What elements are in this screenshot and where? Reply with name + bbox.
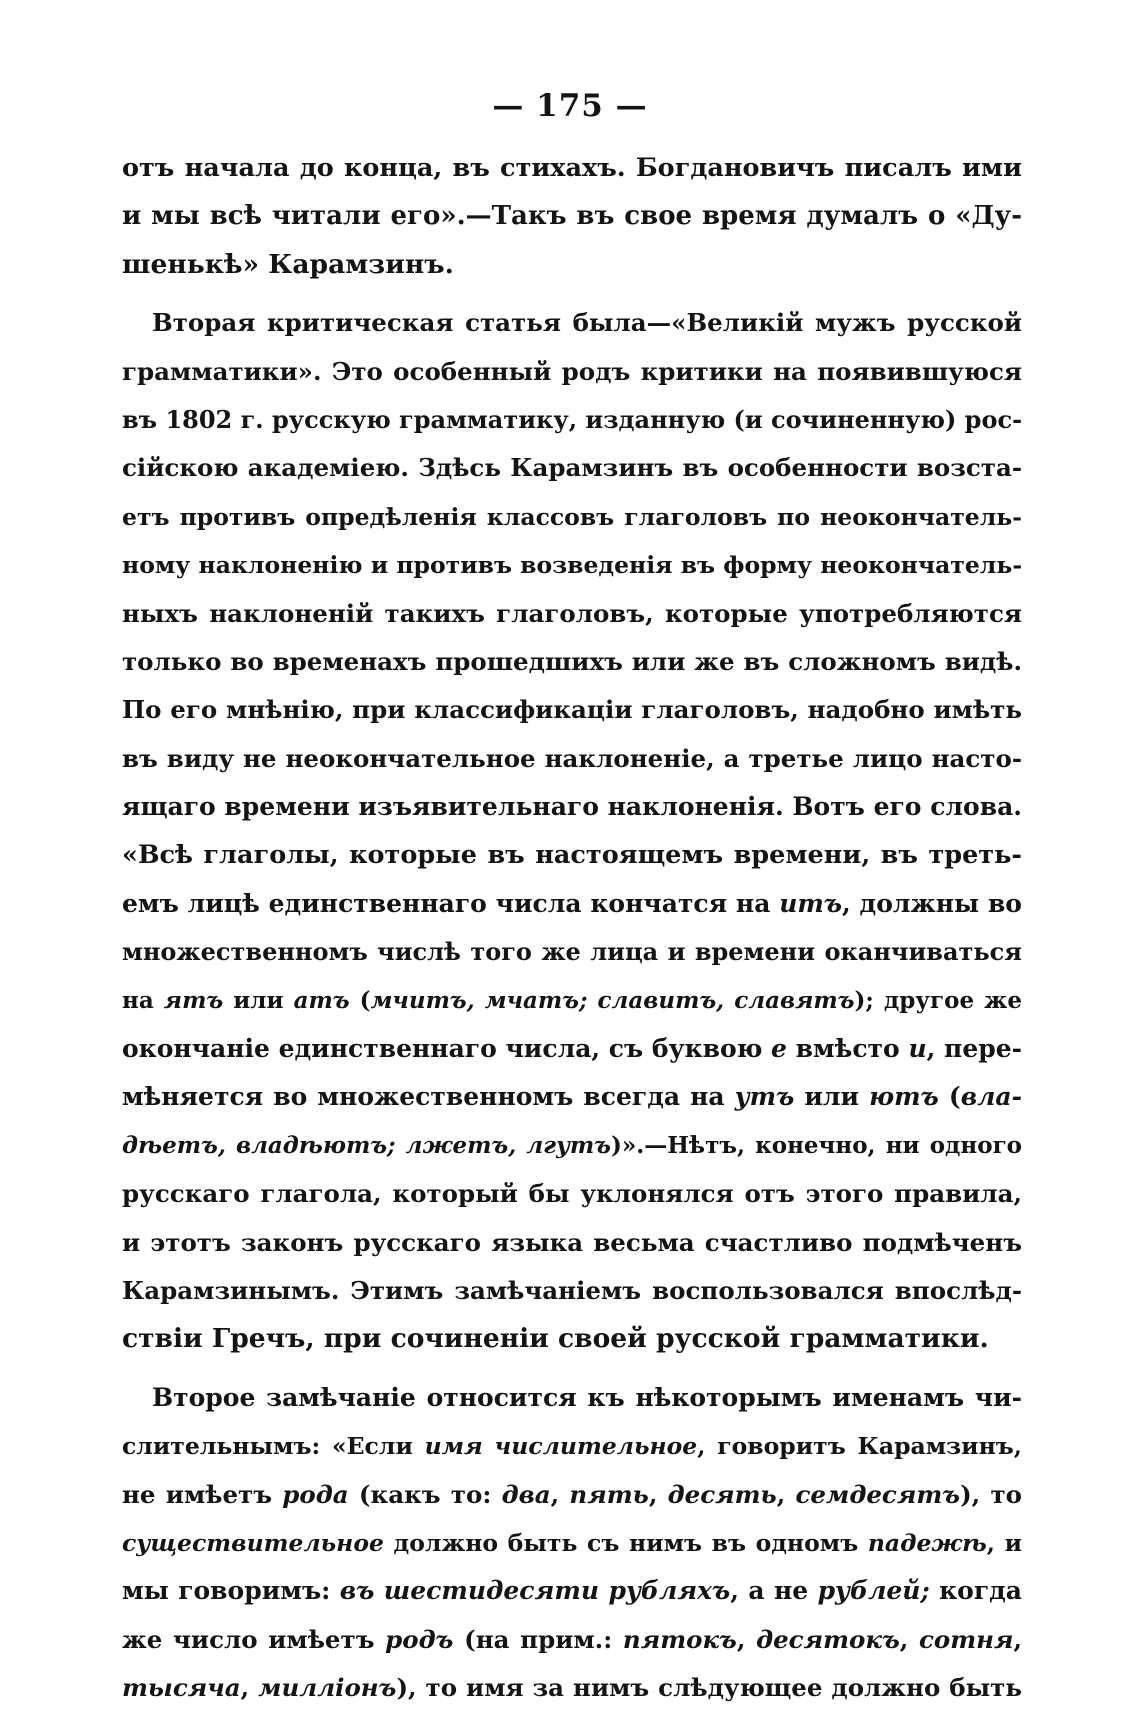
- text-line: дѣетъ, владѣютъ; лжетъ, лгутъ)».—Нѣтъ, конечно, ни одного: [122, 1131, 1022, 1159]
- text-line: грамматики». Это особенный родъ критики на появившуюся: [122, 356, 1022, 386]
- text-line: въ 1802 г. русскую грамматику, изданную (и сочиненную) рос-: [122, 404, 1022, 434]
- text-line: только во временахъ прошедшихъ или же въ сложномъ видѣ.: [122, 646, 1022, 676]
- text-line: тысяча, милліонъ), то имя за нимъ слѣдующее должно быть: [122, 1673, 1022, 1703]
- text-line: не имѣетъ рода (какъ то: два, пять, десять, семдесятъ), то: [122, 1479, 1022, 1509]
- text-line: существительное должно быть съ нимъ въ одномъ падежѣ, и: [122, 1528, 1022, 1557]
- text-line: етъ противъ опредѣленія классовъ глаголовъ по неокончатель-: [122, 502, 1022, 531]
- text-line: мы говоримъ: въ шестидесяти рубляхъ, а не рублей; когда: [122, 1576, 1022, 1606]
- text-line: русскаго глагола, который бы уклонялся отъ этого правила,: [122, 1179, 1022, 1209]
- text-line: множественномъ числѣ того же лица и времени оканчиваться: [122, 937, 1022, 967]
- text-line: Карамзинымъ. Этимъ замѣчаніемъ воспользовался впослѣд-: [122, 1275, 1022, 1305]
- text-line: мѣняется во множественномъ всегда на утъ или ютъ (вла-: [122, 1082, 1022, 1112]
- page-number: — 175 —: [492, 88, 648, 124]
- text-line: «Всѣ глаголы, которые въ настоящемъ времени, въ треть-: [122, 840, 1022, 871]
- text-line: же число имѣетъ родъ (на прим.: пятокъ, десятокъ, сотня,: [122, 1624, 1022, 1654]
- text-line: шенькѣ» Карамзинъ.: [122, 248, 454, 280]
- text-line: окончаніе единственнаго числа, съ буквою е вмѣсто и, пере-: [122, 1034, 1022, 1064]
- body-text: [122, 144, 1022, 1713]
- text-line: Второе замѣчаніе относится къ нѣкоторымъ именамъ чи-: [152, 1382, 1022, 1412]
- text-line: ному наклоненію и противъ возведенія въ форму неокончатель-: [122, 551, 1022, 580]
- text-line: ствіи Гречъ, при сочиненіи своей русской грамматики.: [122, 1323, 989, 1355]
- text-line: въ виду не неокончательное наклоненіе, а третье лицо насто-: [122, 743, 1022, 773]
- text-line: слительнымъ: «Если имя числительное, говоритъ Карамзинъ,: [122, 1432, 1022, 1461]
- text-line: отъ начала до конца, въ стихахъ. Богдановичъ писалъ ими: [122, 153, 1022, 183]
- paragraph-gap: [122, 289, 1022, 299]
- text-line: емъ лицѣ единственнаго числа кончатся на итъ, должны во: [122, 888, 1022, 918]
- text-line: и мы всѣ читали его».—Такъ въ свое время думалъ о «Ду-: [122, 201, 1022, 232]
- text-line: ящаго времени изъявительнаго наклоненія. Вотъ его слова.: [122, 792, 1022, 822]
- text-line: Вторая критическая статья была—«Великій мужъ русской: [152, 308, 1022, 338]
- text-line: По его мнѣнію, при классификаціи глаголовъ, надобно имѣть: [122, 695, 1022, 725]
- text-line: и этотъ законъ русскаго языка весьма счастливо подмѣченъ: [122, 1227, 1022, 1257]
- text-line: сійскою академіею. Здѣсь Карамзинъ въ особенности возста-: [122, 453, 1022, 483]
- text-line: ныхъ наклоненій такихъ глаголовъ, которые употребляются: [122, 598, 1022, 628]
- text-line: на ятъ или атъ (мчитъ, мчатъ; славитъ, славятъ); другое же: [122, 986, 1022, 1014]
- paragraph-gap: [122, 1364, 1022, 1374]
